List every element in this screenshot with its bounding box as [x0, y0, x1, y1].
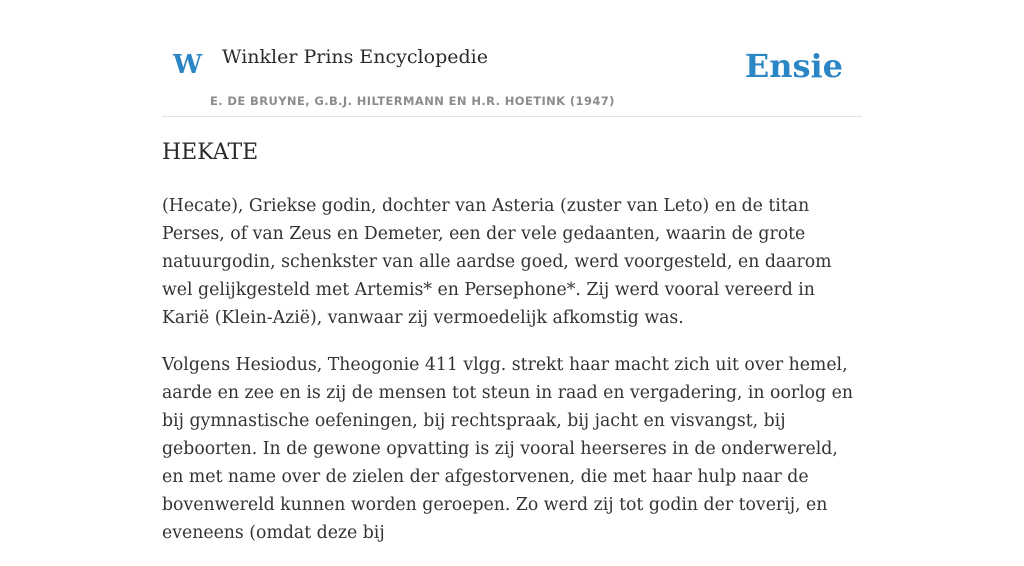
ensie-logo-link[interactable]: Ensie — [744, 47, 843, 85]
book-title[interactable]: Winkler Prins Encyclopedie — [222, 46, 488, 68]
entry-title: HEKATE — [162, 140, 259, 165]
entry-body — [162, 192, 862, 566]
entry-paragraph: Volgens Hesiodus, Theogonie 411 vlgg. strekt haar macht zich uit over hemel, aarde en zee en is zij de mensen tot steun in raad en vergadering, in oorlog en bij gymnastische oefeningen, bij rechtspraak, bij jacht en visvangst, bij geboorten. In de gewone opvatting is zij vooral heerseres in de onderwereld, en met name over de zielen der afgestorvenen, die met haar hulp naar de bovenwereld kunnen worden geroepen. Zo werd zij tot godin der toverij, en eveneens (omdat deze bij — [162, 355, 853, 543]
header — [162, 0, 862, 117]
winkler-prins-logo-icon[interactable]: W — [173, 50, 203, 80]
authors-line: E. DE BRUYNE, G.B.J. HILTERMANN EN H.R. HOETINK (1947) — [210, 94, 615, 108]
entry-paragraph: (Hecate), Griekse godin, dochter van Asteria (zuster van Leto) en de titan Perses, of van Zeus en Demeter, een der vele gedaanten, waarin de grote natuurgodin, schenkster van alle aardse goed, werd voorgesteld, en daarom wel gelijkgesteld met Artemis* en Persephone*. Zij werd vooral vereerd in Karië (Klein-Azië), vanwaar zij vermoedelijk afkomstig was. — [162, 196, 832, 328]
